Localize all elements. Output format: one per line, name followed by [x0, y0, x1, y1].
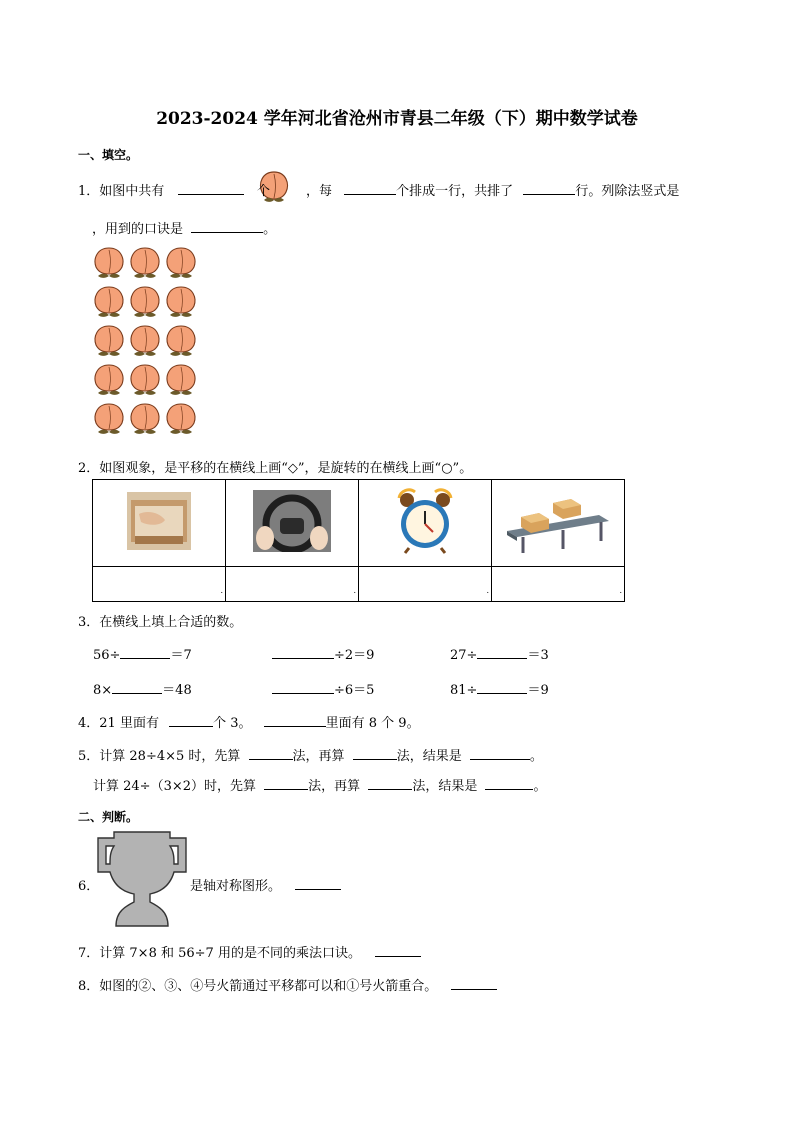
q5-text-f: 法，再算: [308, 779, 361, 794]
q1-text-e: 行。列除法竖式是: [575, 184, 680, 199]
q1-line2: [92, 218, 276, 237]
q1-line1: [78, 180, 244, 199]
q1-blank-total[interactable]: [178, 182, 244, 195]
q5-blank-6[interactable]: [485, 777, 533, 790]
cell-mark: .: [353, 586, 356, 595]
q5-text-a: 5．计算 28÷4×5 时，先算: [78, 749, 241, 764]
steering-wheel-cell: [226, 480, 359, 567]
answer-cell-4[interactable]: [492, 567, 625, 602]
q1-text-d: 个排成一行，共排了: [396, 184, 514, 199]
q1-text-a: 1．如图中共有: [78, 184, 165, 199]
q3-r2c3-left: 81÷: [450, 683, 478, 698]
answer-cell-2[interactable]: [226, 567, 359, 602]
q1-text-b: 个: [257, 184, 271, 199]
q1-line1b: [257, 180, 270, 199]
q3-blank[interactable]: [477, 681, 527, 694]
q3-r1c1-left: 56÷: [93, 648, 121, 663]
q3-r2c3: [450, 679, 549, 698]
steering-wheel-image: [253, 490, 331, 552]
q4-line: [78, 712, 420, 731]
q1-text-g: 。: [263, 222, 277, 237]
alarm-clock-image: [395, 488, 455, 554]
q3-r1c3-left: 27÷: [450, 648, 478, 663]
q1-blank-per-row[interactable]: [344, 182, 396, 195]
alarm-clock-cell: [359, 480, 492, 567]
q3-r2c2: [272, 679, 374, 698]
q3-r2c1-right: ＝48: [162, 683, 192, 698]
q5-text-b: 法，再算: [292, 749, 345, 764]
q4-text-c: 里面有 8 个 9。: [325, 716, 420, 731]
cell-mark: .: [220, 586, 223, 595]
section-2-heading: 二、判断。: [78, 810, 139, 824]
q3-r2c2-right: ÷6＝5: [334, 683, 375, 698]
section-1-heading: 一、填空。: [78, 148, 139, 162]
drawer-image: [127, 492, 191, 550]
q6-line: [190, 875, 341, 894]
q2-text: 2．如图观象，是平移的在横线上画“◇”，是旋转的在横线上画“○”。: [78, 461, 473, 476]
q5-text-h: 。: [533, 779, 547, 794]
cell-mark: .: [619, 586, 622, 595]
q3-r1c1: [93, 644, 192, 663]
q1-text-f: ，用到的口诀是: [92, 222, 184, 237]
answer-cell-1[interactable]: [93, 567, 226, 602]
q2-image-table: [92, 479, 625, 602]
q3-blank[interactable]: [272, 646, 334, 659]
q3-r2c1-left: 8×: [93, 683, 113, 698]
cell-mark: .: [486, 586, 489, 595]
q8-line: [78, 975, 497, 994]
trophy-image: [94, 830, 190, 930]
q5-text-g: 法，结果是: [412, 779, 478, 794]
q6-number: 6．: [78, 879, 100, 894]
q8-answer-blank[interactable]: [451, 977, 497, 990]
q1-line1c: [306, 180, 679, 199]
q1-text-c: ，每: [306, 184, 333, 199]
q5-text-c: 法，结果是: [396, 749, 462, 764]
q4-text-b: 个 3。: [213, 716, 252, 731]
q5-text-d: 。: [529, 749, 543, 764]
q7-text: 7．计算 7×8 和 56÷7 用的是不同的乘法口诀。: [78, 946, 361, 961]
q5-blank-1[interactable]: [249, 747, 293, 760]
q3-r1c2-right: ÷2＝9: [334, 648, 375, 663]
peach-grid-image: [92, 246, 202, 442]
q1-blank-rows[interactable]: [523, 182, 575, 195]
q1-blank-rhyme[interactable]: [191, 220, 263, 233]
q6-answer-blank[interactable]: [295, 877, 341, 890]
q7-line: [78, 942, 421, 961]
q5-blank-3[interactable]: [470, 747, 530, 760]
q7-answer-blank[interactable]: [375, 944, 421, 957]
q3-r1c1-right: ＝7: [170, 648, 192, 663]
page-title: 2023-2024 学年河北省沧州市青县二年级（下）期中数学试卷: [156, 109, 638, 129]
q3-r1c2: [272, 644, 374, 663]
answer-cell-3[interactable]: [359, 567, 492, 602]
q3-r2c3-right: ＝9: [527, 683, 549, 698]
q3-blank[interactable]: [112, 681, 162, 694]
q3-blank[interactable]: [120, 646, 170, 659]
conveyor-belt-cell: [492, 480, 625, 567]
q3-r1c3-right: ＝3: [527, 648, 549, 663]
drawer-cell: [93, 480, 226, 567]
q3-r1c3: [450, 644, 549, 663]
q5-blank-2[interactable]: [353, 747, 397, 760]
q3-text: 3．在横线上填上合适的数。: [78, 615, 243, 630]
q4-blank-2[interactable]: [264, 714, 326, 727]
q3-r2c1: [93, 679, 192, 698]
q8-text: 8．如图的②、③、④号火箭通过平移都可以和①号火箭重合。: [78, 979, 438, 994]
q3-blank[interactable]: [477, 646, 527, 659]
conveyor-belt-image: [503, 487, 613, 555]
q6-text: 是轴对称图形。: [190, 879, 282, 894]
q3-blank[interactable]: [272, 681, 334, 694]
q5-text-e: 计算 24÷（3×2）时，先算: [93, 779, 257, 794]
q4-text-a: 4．21 里面有: [78, 716, 159, 731]
q4-blank-1[interactable]: [169, 714, 213, 727]
q5-blank-4[interactable]: [264, 777, 308, 790]
q5-line1: [78, 745, 543, 764]
q5-blank-5[interactable]: [368, 777, 412, 790]
q5-line2: [93, 775, 546, 794]
